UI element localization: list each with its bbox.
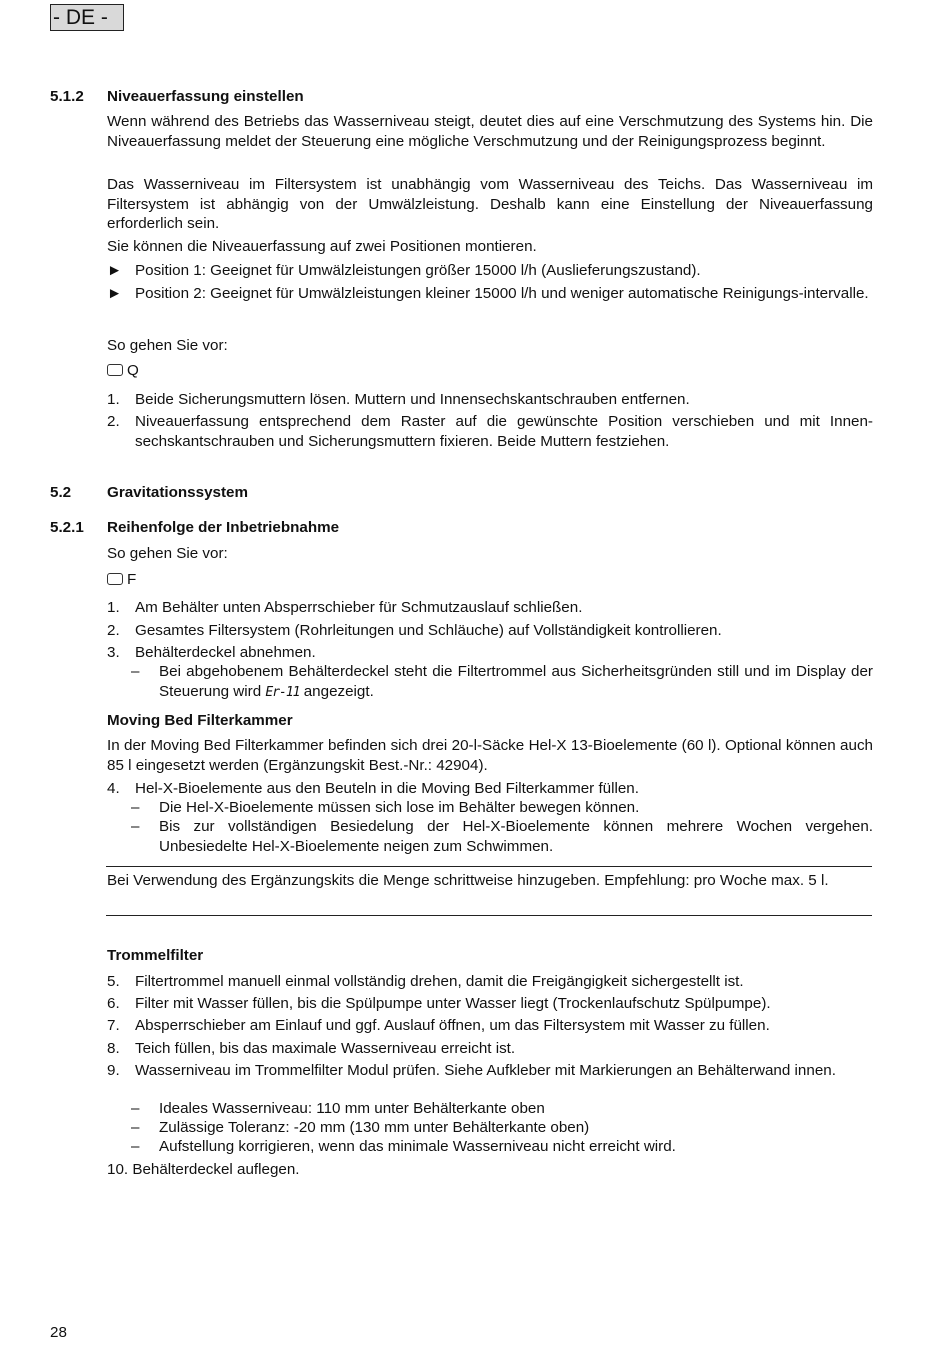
step-number: 9. <box>107 1062 120 1079</box>
step-number: 3. <box>107 644 120 661</box>
step-text: Gesamtes Filtersystem (Rohrleitungen und Schläuche) auf Vollständigkeit kontrollieren. <box>135 622 722 639</box>
section-title: Niveauerfassung einstellen <box>107 88 304 105</box>
step-text: Behälterdeckel abnehmen. <box>135 644 316 661</box>
list-item <box>107 1061 873 1081</box>
error-code: Er-11 <box>265 684 300 700</box>
step-number: 5. <box>107 973 120 990</box>
list-item <box>107 390 873 410</box>
paragraph: Wenn während des Betriebs das Wasserniveau steigt, deutet dies auf eine Verschmutzung des Systems hin. Die Niveauerfassung meldet der Steuerung eine mögliche Verschmutzung und der Reinigungsprozess beginnt. <box>107 113 873 150</box>
howto-label: So gehen Sie vor: <box>107 337 228 354</box>
tool-ref-label: F <box>127 571 137 588</box>
step-text: Niveauerfassung entsprechend dem Raster auf die gewünschte Position verschieben und mit Innen-sechskantschrauben und Sicherungsmuttern fixieren. Beide Muttern festziehen. <box>135 413 873 450</box>
tool-ref-label: Q <box>127 362 139 379</box>
bullet-marker: ► <box>107 262 123 279</box>
howto-label: So gehen Sie vor: <box>107 545 228 562</box>
paragraph: In der Moving Bed Filterkammer befinden sich drei 20-l-Säcke Hel-X 13-Bioelemente (60 l). Optional können auch 85 l eingesetzt werden (Ergänzungskit Best.-Nr.: 42904). <box>107 737 873 774</box>
list-item <box>107 598 873 618</box>
bullet-item <box>107 284 873 304</box>
step-text: Teich füllen, bis das maximale Wasserniveau erreicht ist. <box>135 1040 516 1057</box>
step-text: Wasserniveau im Trommelfilter Modul prüfen. Siehe Aufkleber mit Markierungen an Behälterwand innen. <box>135 1062 836 1079</box>
step-text: Am Behälter unten Absperrschieber für Schmutzauslauf schließen. <box>135 599 583 616</box>
section-number: 5.2.1 <box>50 519 84 536</box>
bullet-item <box>107 261 873 281</box>
bullet-text: Position 1: Geeignet für Umwälzleistungen größer 15000 l/h (Auslieferungszustand). <box>135 262 701 279</box>
subheading-drum-filter: Trommelfilter <box>107 947 204 964</box>
list-item <box>107 994 873 1014</box>
book-icon <box>107 364 123 376</box>
tool-reference <box>107 361 139 380</box>
language-tag: - DE - <box>50 4 124 31</box>
sub-item <box>131 1099 873 1119</box>
section-number: 5.1.2 <box>50 88 84 105</box>
tool-reference <box>107 570 136 589</box>
dash-marker: – <box>131 1119 140 1136</box>
sub-item-text-after: angezeigt. <box>299 682 374 700</box>
section-heading-5-2-1 <box>50 519 339 536</box>
sub-item-text: Aufstellung korrigieren, wenn das minimale Wasserniveau nicht erreicht wird. <box>159 1138 676 1155</box>
list-item <box>107 972 873 992</box>
step-text: Hel-X-Bioelemente aus den Beuteln in die Moving Bed Filterkammer füllen. <box>135 780 639 797</box>
step-number: 8. <box>107 1040 120 1057</box>
book-icon <box>107 573 123 585</box>
section-heading-5-2 <box>50 484 248 501</box>
section-title: Gravitationssystem <box>107 484 248 501</box>
section-title: Reihenfolge der Inbetriebnahme <box>107 519 340 536</box>
page-number: 28 <box>50 1324 67 1341</box>
sub-item <box>131 798 873 818</box>
list-item <box>107 621 873 641</box>
step-text: Beide Sicherungsmuttern lösen. Muttern und Innensechskantschrauben entfernen. <box>135 391 690 408</box>
step-number: 6. <box>107 995 120 1012</box>
paragraph: Das Wasserniveau im Filtersystem ist unabhängig vom Wasserniveau des Teichs. Das Wasserniveau im Filtersystem ist abhängig von der Umwälzleistung. Deshalb kann eine Einstellung der Niveauerfassung erforderlich sein. <box>107 176 873 232</box>
step-number: 4. <box>107 780 120 797</box>
section-number: 5.2 <box>50 484 72 501</box>
list-item <box>107 412 873 451</box>
step-number: 1. <box>107 391 120 408</box>
sub-item <box>131 1137 873 1157</box>
section-heading-5-1-2 <box>50 88 304 105</box>
list-item <box>107 779 873 799</box>
step-number: 2. <box>107 413 120 430</box>
step-number: 7. <box>107 1017 120 1034</box>
paragraph: Sie können die Niveauerfassung auf zwei Positionen montieren. <box>107 238 537 255</box>
bullet-text: Position 2: Geeignet für Umwälzleistungen kleiner 15000 l/h und weniger automatische Reinigungs-intervalle. <box>135 285 869 302</box>
step-text: Filter mit Wasser füllen, bis die Spülpumpe unter Wasser liegt (Trockenlaufschutz Spülpumpe). <box>135 995 771 1012</box>
dash-marker: – <box>131 663 140 680</box>
dash-marker: – <box>131 1100 140 1117</box>
bullet-marker: ► <box>107 285 123 302</box>
list-item <box>107 643 873 663</box>
subheading-moving-bed: Moving Bed Filterkammer <box>107 712 293 729</box>
sub-item <box>131 1118 873 1138</box>
step-number: 2. <box>107 622 120 639</box>
dash-marker: – <box>131 1138 140 1155</box>
list-item <box>107 1039 873 1059</box>
sub-item-text <box>159 662 873 702</box>
dash-marker: – <box>131 818 140 835</box>
sub-item <box>131 817 873 856</box>
note-text: Bei Verwendung des Ergänzungskits die Menge schrittweise hinzugeben. Empfehlung: pro Woche max. 5 l. <box>107 872 829 889</box>
step-text: Filtertrommel manuell einmal vollständig drehen, damit die Freigängigkeit sichergestellt ist. <box>135 973 744 990</box>
sub-item-text: Die Hel-X-Bioelemente müssen sich lose im Behälter bewegen können. <box>159 799 640 816</box>
note-bottom-rule <box>106 915 872 916</box>
sub-item-text: Bis zur vollständigen Besiedelung der Hel-X-Bioelemente können mehrere Wochen vergehen. Unbesiedelte Hel-X-Bioelemente neigen zum Schwimmen. <box>159 818 873 855</box>
list-item: 10. Behälterdeckel auflegen. <box>107 1161 300 1178</box>
sub-item-text: Zulässige Toleranz: -20 mm (130 mm unter Behälterkante oben) <box>159 1119 590 1136</box>
step-number: 1. <box>107 599 120 616</box>
sub-item-text: Ideales Wasserniveau: 110 mm unter Behälterkante oben <box>159 1100 545 1117</box>
sub-item <box>131 662 873 702</box>
dash-marker: – <box>131 799 140 816</box>
list-item <box>107 1016 873 1036</box>
note-top-rule <box>106 866 872 867</box>
sub-item-text-before: Bei abgehobenem Behälterdeckel steht die Filtertrommel aus Sicherheitsgründen still und im Display der Steuerung wird <box>159 663 873 700</box>
step-text: Absperrschieber am Einlauf und ggf. Auslauf öffnen, um das Filtersystem mit Wasser zu füllen. <box>135 1017 770 1034</box>
